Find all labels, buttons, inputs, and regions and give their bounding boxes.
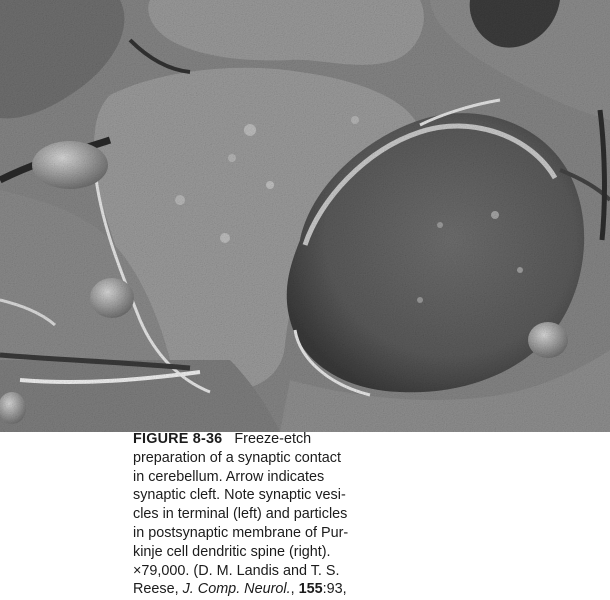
- caption-line-6: in postsynaptic membrane of Pur-: [133, 524, 349, 541]
- caption-line-1: [133, 430, 603, 449]
- figure-caption: [133, 430, 603, 599]
- figure-label: FIGURE 8-36: [133, 431, 223, 447]
- caption-line-4: synaptic cleft. Note synaptic vesi-: [133, 487, 346, 504]
- journal-pages: :93,: [322, 581, 347, 598]
- journal-volume: 155: [298, 581, 323, 598]
- caption-line-5: cles in terminal (left) and particles: [133, 506, 348, 523]
- caption-line-3: in cerebellum. Arrow indicates: [133, 468, 325, 485]
- caption-line-2: preparation of a synaptic contact: [133, 449, 341, 466]
- caption-line-8: ×79,000. (D. M. Landis and T. S.: [133, 562, 340, 579]
- caption-line-9: [133, 580, 603, 599]
- citation-authors: Reese,: [133, 581, 183, 598]
- citation-sep: ,: [290, 581, 299, 598]
- journal-name: J. Comp. Neurol.: [182, 581, 291, 598]
- caption-line-7: kinje cell dendritic spine (right).: [133, 543, 331, 560]
- caption-text: Freeze-etch: [234, 431, 312, 447]
